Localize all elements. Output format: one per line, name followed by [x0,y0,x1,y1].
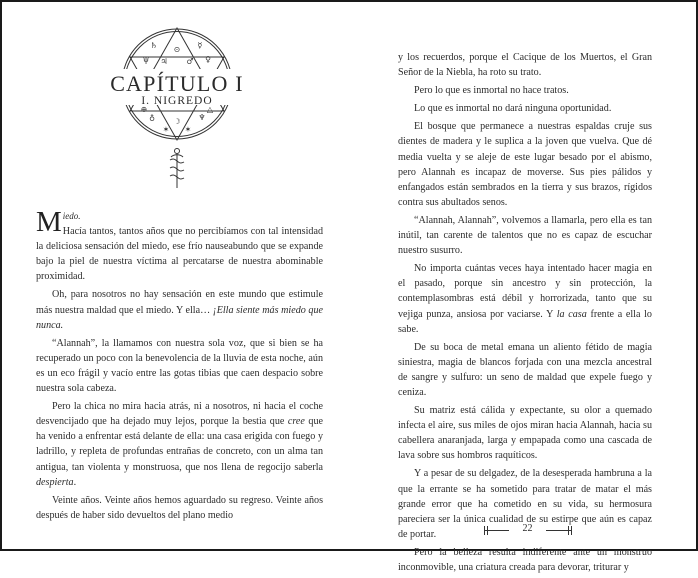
svg-text:♁: ♁ [149,113,155,122]
paragraph: Su matriz está cálida y expectante, su olor a quemado infecta el aire, sus miles de ojos miran hacia Alannah, hacia su cabellera anaranjada, larga y empapada como una cascada de lava sobre sus hombros raquíticos. [398,405,652,462]
paragraph-text: que ha venido a enfrentar está delante de ella: una casa erigida con fuego y ladrillo, y repleta de profundas entrañas de concreto, con un alma tan antigua, tan violenta y monstruosa, que nos llena de regocijo saberla [36,416,323,473]
chapter-subtitle: I. NIGREDO [141,95,213,107]
svg-text:⊕: ⊕ [140,105,148,114]
frame-top [0,0,698,2]
svg-text:♂: ♂ [186,57,194,66]
svg-text:☿: ☿ [197,41,203,50]
folio-rule-left [484,530,509,531]
paragraph [36,287,323,332]
svg-text:✶: ✶ [184,125,192,134]
paragraph-italic: ¡Ella siente más miedo que nunca. [36,304,323,331]
paragraph: De su boca de metal emana un aliento fétido de magia siniestra, magia de blancos forjada con una mezcla ancestral de sangre y sulfuro: un seno de maldad que expele fuego y ceniza. [398,341,652,398]
svg-text:♀: ♀ [205,55,211,64]
dropcap-letter: M [36,206,62,238]
folio-ornament [571,526,572,535]
paragraph-italic: cree [287,416,305,428]
svg-text:♆: ♆ [198,113,206,122]
paragraph-text: frente a ella lo sabe. [398,308,652,335]
paragraph: Pero lo que es inmortal no hace tratos. [414,85,569,97]
left-page-body [36,206,323,526]
paragraph-text: Pero la chica no mira hacia atrás, ni a nosotros, ni hacia el coche desvencijado que ha dejado muy lejos, porque la bestia que [36,401,323,428]
svg-text:✶: ✶ [162,125,170,134]
paragraph-text: Hacía tantos, tantos años que no percibíamos con tal intensidad la deliciosa sensación del miedo, ese frío nauseabundo que se expande bajo la piel de nuestra víctima al percatarse de nuestra abominable proximidad. [36,226,323,283]
paragraph: Lo que es inmortal no dará ninguna oportunidad. [414,103,612,115]
paragraph [36,399,323,490]
paragraph: Pero la belleza resulta indiferente ante un monstruo inconmovible, una criatura creada para devorar, triturar y [398,546,652,573]
folio-ornament [568,526,569,535]
paragraph-italic: la casa [556,308,587,320]
paragraph: y los recuerdos, porque el Cacique de los Muertos, el Gran Señor de la Niebla, ha roto su trato. [398,52,652,79]
paragraph [398,261,652,336]
right-page-body [398,50,652,578]
chapter-title: CAPÍTULO I [110,71,244,96]
paragraph-italic: despierta [36,476,74,488]
paragraph: “Alannah, Alannah”, volvemos a llamarla, pero ella es tan inútil, tan carente de talentos que no es capaz de escuchar nuestro susurro. [398,214,652,257]
paragraph-text: . [73,476,77,488]
dropcap-word-rest: iedo. [62,211,81,221]
page-folio [474,522,582,540]
svg-text:☽: ☽ [173,117,181,126]
paragraph-opening [36,206,323,284]
svg-text:△: △ [206,105,214,114]
frame-left [0,0,2,551]
paragraph-text: No importa cuántas veces haya intentado hacer magia en el pasado, porque sin ancestro y sin protección, la contemplasombras está débil y horrorizada, tanto que su vejiga punza, ansiosa por vaciarse. Y [398,263,652,320]
paragraph: Y a pesar de su delgadez, de la desesperada hambruna a la que la errante se ha sometido para tratar de matar el más grande error que ha cometido en su vida, su hermosura pareciera ser la única cualidad de su estirpe que aún es capaz de portar. [398,468,652,540]
svg-text:♄: ♄ [150,41,158,50]
paragraph: El bosque que permanece a nuestras espaldas cruje sus dientes de madera y le suplica a la joven que vuelva. Que dé media vuelta y se aleje de este lugar besado por el abismo, pero Alannah es incapaz de moverse. Sus pies pálidos y enfangados están sembrados en la tierra y sus brazos, rígidos contra sus abultados senos. [398,121,652,208]
svg-text:ψ: ψ [142,55,150,64]
paragraph: Veinte años. Veinte años hemos aguardado su regreso. Veinte años después de haber sido devueltos del plano medio [36,494,323,521]
paragraph-text: Oh, para nosotros no hay sensación en este mundo que estimule más nuestra maldad que el miedo. Y ella… [36,289,323,316]
svg-text:♃: ♃ [160,57,168,66]
page-number: 22 [522,523,533,534]
svg-text:⊙: ⊙ [173,45,181,54]
paragraph: “Alannah”, la llamamos con nuestra sola voz, que si bien se ha recuperado un poco con la benevolencia de la lluvia de esta noche, aún es un eco frágil y vacío entre las gotas tibias que caen despacio sobre nuestra sola cabeza. [36,337,323,395]
